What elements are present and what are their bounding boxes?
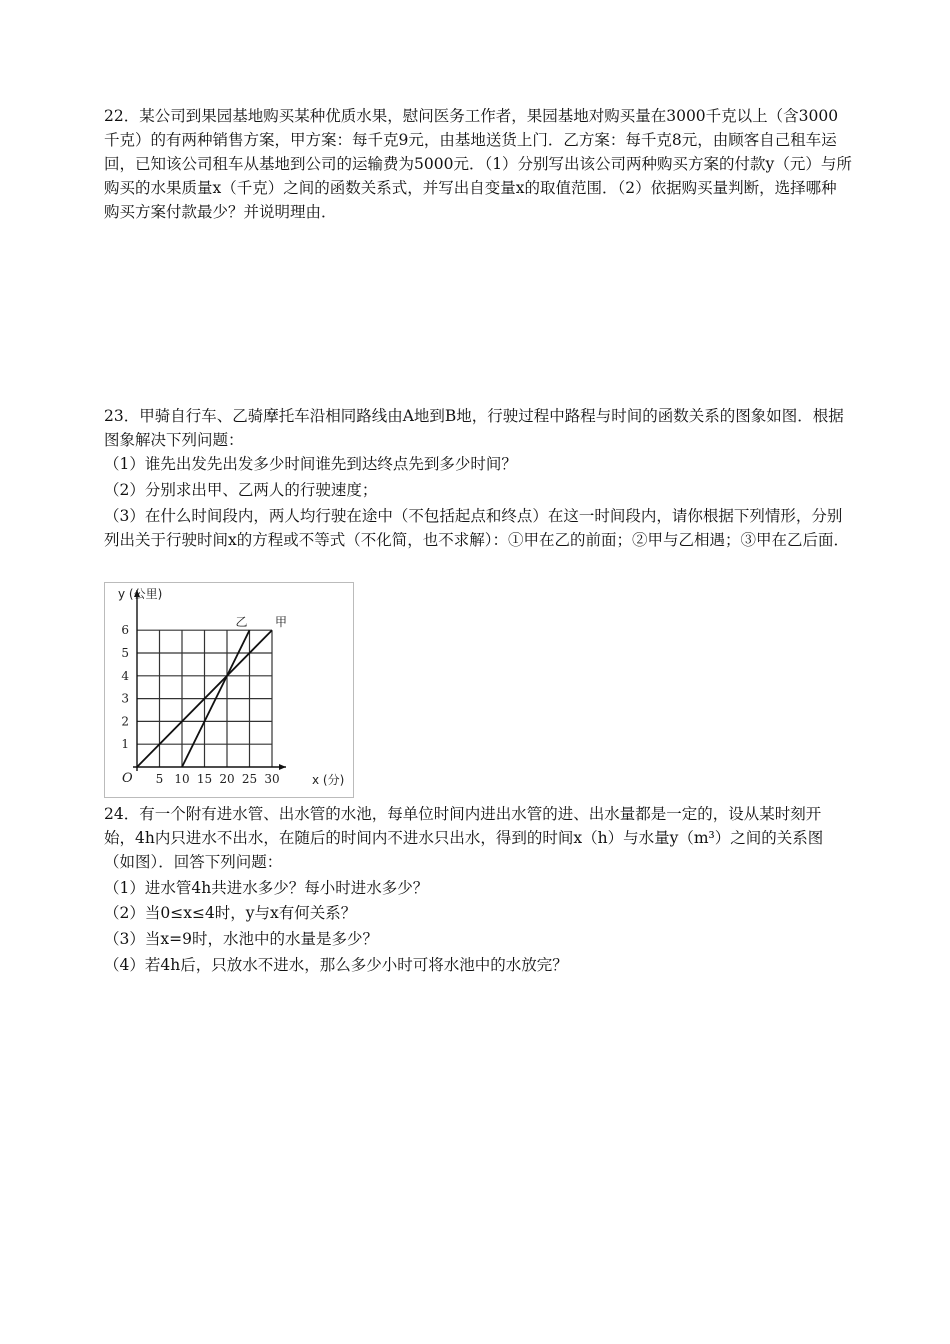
question-23-item-3: （3）在什么时间段内，两人均行驶在途中（不包括起点和终点）在这一时间段内，请你根据下列情形，分别列出关于行驶时间x的方程或不等式（不化简，也不求解）：①甲在乙的前面；②甲与乙相遇；③甲在乙后面． — [104, 507, 849, 549]
x-tick-label-25: 25 — [241, 772, 258, 786]
series-name-0: 甲 — [275, 615, 288, 630]
y-tick-label-1: 1 — [121, 737, 129, 752]
y-tick-label-5: 5 — [121, 646, 129, 660]
x-axis-arrow — [279, 764, 286, 770]
question-24-item-4: （4）若4h后，只放水不进水，那么多少小时可将水池中的水放完？ — [104, 956, 568, 974]
y-tick-label-6: 6 — [121, 623, 129, 638]
question-23-item-1: （1）谁先出发先出发多少时间谁先到达终点先到多少时间？ — [104, 455, 517, 473]
chart-svg — [104, 582, 354, 798]
question-23-intro: 23．甲骑自行车、乙骑摩托车沿相同路线由A地到B地，行驶过程中路程与时间的函数关系的图象如图．根据图象解决下列问题： — [104, 407, 844, 449]
question-24-intro: 24．有一个附有进水管、出水管的水池，每单位时间内进出水管的进、出水量都是一定的，设从某时刻开始，4h内只进水不出水，在随后的时间内不进水只出水，得到的时间x（h）与水量y（m³）之间的关系图（如图）．回答下列问题： — [104, 805, 824, 871]
y-tick-label-3: 3 — [121, 691, 129, 706]
question-24-item-3: （3）当x=9时，水池中的水量是多少？ — [104, 930, 378, 948]
x-tick-label-5: 5 — [155, 772, 164, 786]
y-tick-label-4: 4 — [121, 668, 129, 683]
x-tick-label-20: 20 — [219, 772, 235, 786]
series-name-1: 乙 — [235, 615, 248, 630]
question-22: 22．某公司到果园基地购买某种优质水果，慰问医务工作者，果园基地对购买量在3000千克以上（含3000千克）的有两种销售方案，甲方案：每千克9元，由基地送货上门．乙方案：每千克8元，由顾客自己租车运回，已知该公司租车从基地到公司的运输费为5000元．（1）分别写出该公司两种购买方案的付款y（元）与所购买的水果质量x（千克）之间的函数关系式，并写出自变量x的取值范围．（2）依据购买量判断，选择哪种购买方案付款最少？并说明理由． — [104, 107, 852, 221]
distance-time-chart — [104, 582, 354, 798]
x-tick-label-30: 30 — [264, 772, 280, 786]
y-axis-label: y (公里) — [118, 587, 163, 601]
chart-frame — [105, 583, 354, 798]
x-axis-label: x (分) — [312, 773, 345, 787]
y-tick-label-2: 2 — [121, 714, 129, 729]
question-24-item-2: （2）当0≤x≤4时，y与x有何关系？ — [104, 904, 357, 922]
origin-label: O — [122, 771, 133, 786]
x-tick-label-10: 10 — [174, 772, 190, 786]
x-tick-label-15: 15 — [196, 772, 213, 786]
question-24-item-1: （1）进水管4h共进水多少？每小时进水多少？ — [104, 879, 429, 897]
question-23-item-2: （2）分别求出甲、乙两人的行驶速度； — [104, 481, 378, 499]
